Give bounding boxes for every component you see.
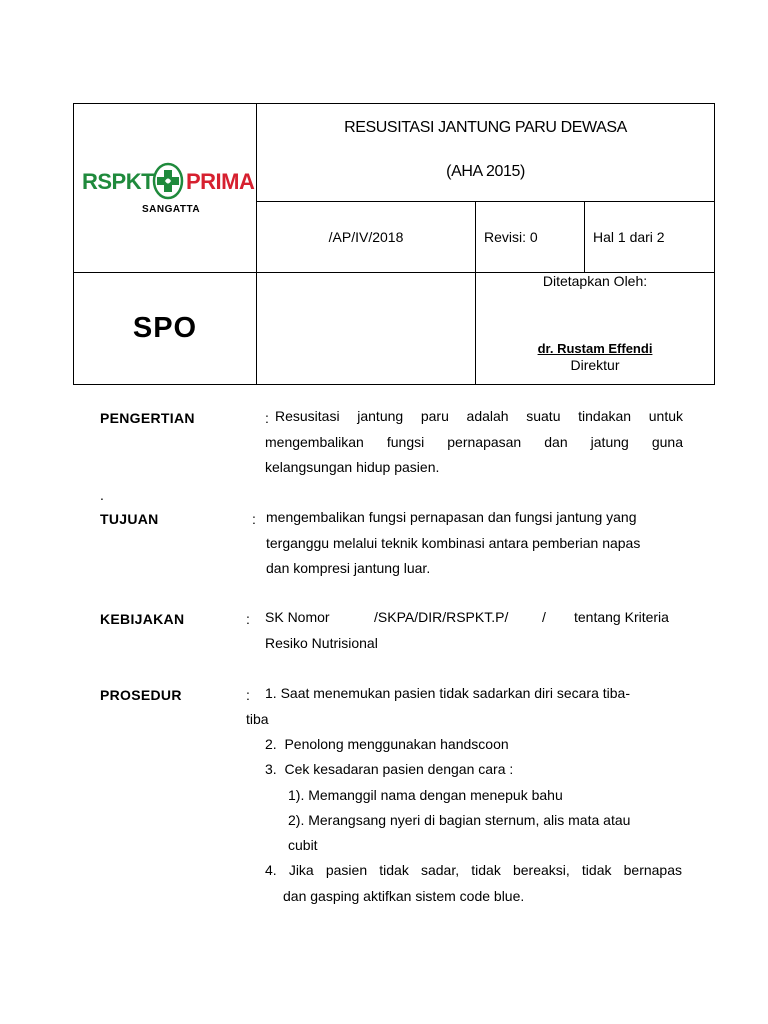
section-label-tujuan: TUJUAN	[100, 511, 159, 527]
section-body-tujuan	[266, 505, 686, 582]
prosedur-step-4-cont: dan gasping aktifkan sistem code blue.	[283, 888, 525, 904]
approver-name: dr. Rustam Effendi	[537, 340, 653, 356]
prosedur-step-1-cont: tiba	[246, 711, 269, 727]
pengertian-line-1: Resusitasi jantung paru adalah suatu tindakan untuk	[275, 408, 683, 424]
revision-cell	[476, 202, 585, 272]
section-colon-kebijakan: :	[246, 611, 250, 627]
section-label-pengertian: PENGERTIAN	[100, 410, 195, 426]
stray-dot: .	[100, 487, 104, 503]
prosedur-step-3b-cont: cubit	[288, 837, 318, 853]
prosedur-step-3b: 2). Merangsang nyeri di bagian sternum, alis mata atau	[288, 812, 631, 828]
revision-text: Revisi: 0	[484, 228, 538, 245]
prosedur-step-3: 3. Cek kesadaran pasien dengan cara :	[265, 761, 514, 777]
section-colon-pengertian: :	[265, 410, 269, 426]
logo-text-prima: PRIMA	[186, 169, 255, 194]
document-title: RESUSITASI JANTUNG PARU DEWASA	[344, 119, 627, 136]
spo-cell	[74, 272, 257, 384]
kebijakan-sk-nomor: SK Nomor	[265, 609, 330, 625]
tujuan-line-2: terganggu melalui teknik kombinasi antara pemberian napas	[266, 534, 641, 551]
pengertian-line-2: mengembalikan fungsi pernapasan dan jatung guna	[265, 433, 683, 450]
kebijakan-slash: /	[542, 609, 546, 625]
section-colon-tujuan: :	[252, 511, 256, 527]
doc-number-cell	[257, 202, 476, 272]
prosedur-step-4: 4. Jika pasien tidak sadar, tidak bereaksi, tidak bernapas	[265, 862, 682, 878]
logo-subtext: SANGATTA	[142, 204, 201, 215]
page-cell	[585, 202, 715, 272]
page-text: Hal 1 dari 2	[593, 228, 665, 245]
section-colon-prosedur: :	[246, 687, 250, 703]
approval-cell	[476, 272, 715, 384]
prosedur-step-1: 1. Saat menemukan pasien tidak sadarkan diri secara tiba-	[265, 685, 630, 701]
blank-cell	[257, 272, 476, 384]
section-label-kebijakan: KEBIJAKAN	[100, 611, 185, 627]
prosedur-step-2: 2. Penolong menggunakan handscoon	[265, 736, 509, 752]
tujuan-line-1: mengembalikan fungsi pernapasan dan fungsi jantung yang	[266, 509, 637, 525]
kebijakan-tentang: tentang Kriteria	[574, 609, 669, 625]
hospital-logo	[82, 162, 255, 222]
prosedur-step-3a: 1). Memanggil nama dengan menepuk bahu	[288, 787, 563, 803]
logo-text-rspkt: RSPKT	[82, 169, 155, 194]
section-body-pengertian	[265, 404, 683, 481]
document-subtitle: (AHA 2015)	[446, 163, 525, 180]
kebijakan-sk-code: /SKPA/DIR/RSPKT.P/	[374, 609, 509, 625]
tujuan-line-3: dan kompresi jantung luar.	[266, 560, 431, 576]
approver-role: Direktur	[570, 356, 620, 373]
document-header-table	[73, 103, 715, 385]
doc-number: /AP/IV/2018	[328, 228, 404, 245]
section-label-prosedur: PROSEDUR	[100, 687, 182, 703]
approval-label: Ditetapkan Oleh:	[542, 272, 648, 289]
medical-cross-shield-icon	[152, 162, 184, 200]
logo-cell	[74, 104, 257, 273]
kebijakan-line-2: Resiko Nutrisional	[265, 635, 378, 651]
pengertian-line-3: kelangsungan hidup pasien.	[265, 459, 440, 475]
title-cell	[257, 104, 715, 202]
doc-type-label: SPO	[132, 311, 198, 344]
